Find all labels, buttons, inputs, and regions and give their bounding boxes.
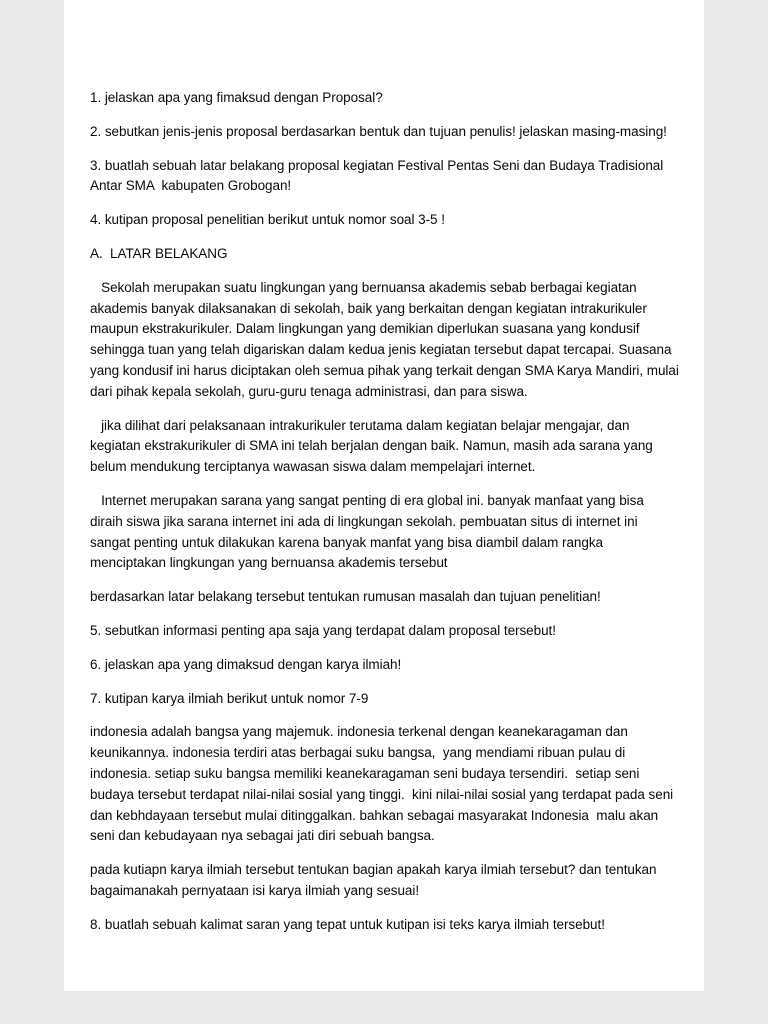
- question-5: 5. sebutkan informasi penting apa saja yang terdapat dalam proposal tersebut!: [90, 622, 556, 638]
- question-4: 4. kutipan proposal penelitian berikut untuk nomor soal 3-5 !: [90, 212, 445, 228]
- question-8: 8. buatlah sebuah kalimat saran yang tepat untuk kutipan isi teks karya ilmiah tersebut!: [90, 916, 605, 932]
- paragraph-latar-belakang-1: Sekolah merupakan suatu lingkungan yang bernuansa akademis sebab berbagai kegiatan akademis banyak dilaksanakan di sekolah, baik yang berkaitan dengan kegiatan intrakurikuler maupun ekstrakurikuler. Dalam lingkungan yang demikian diperlukan suasana yang kondusif sehingga tuan yang telah digariskan dalam kedua jenis kegiatan tersebut dapat tercapai. Suasana yang kondusif ini harus diciptakan oleh semua pihak yang terkait dengan SMA Karya Mandiri, mulai dari pihak kepala sekolah, guru-guru tenaga administrasi, dan para siswa.: [90, 279, 683, 399]
- question-7: 7. kutipan karya ilmiah berikut untuk nomor 7-9: [90, 690, 369, 706]
- excerpt-karya-ilmiah: indonesia adalah bangsa yang majemuk. indonesia terkenal dengan keanekaragaman dan keunikannya. indonesia terdiri atas berbagai suku bangsa, yang mendiami ribuan pulau di indonesia. setiap suku bangsa memiliki keanekaragaman seni budaya tersendiri. setiap seni budaya tersebut terdapat nilai-nilai sosial yang tinggi. kini nilai-nilai sosial yang terdapat pada seni dan kebhdayaan tersebut mulai ditinggalkan. bahkan sebagai masyarakat Indonesia malu akan seni dan kebudayaan nya sebagai jati diri sebuah bangsa.: [90, 724, 677, 844]
- section-heading-latar-belakang: A. LATAR BELAKANG: [90, 245, 228, 261]
- instruction-rumusan-masalah: berdasarkan latar belakang tersebut tentukan rumusan masalah dan tujuan penelitian!: [90, 589, 601, 605]
- document-content: [64, 0, 704, 936]
- question-2: 2. sebutkan jenis-jenis proposal berdasarkan bentuk dan tujuan penulis! jelaskan masing-masing!: [90, 123, 667, 139]
- instruction-karya-ilmiah: pada kutiapn karya ilmiah tersebut tentukan bagian apakah karya ilmiah tersebut? dan tentukan bagaimanakah pernyataan isi karya ilmiah yang sesuai!: [90, 862, 661, 898]
- question-6: 6. jelaskan apa yang dimaksud dengan karya ilmiah!: [90, 656, 402, 672]
- document-page: [64, 0, 704, 991]
- question-3: 3. buatlah sebuah latar belakang proposal kegiatan Festival Pentas Seni dan Budaya Tradisional Antar SMA kabupaten Grobogan!: [90, 157, 667, 194]
- paragraph-latar-belakang-3: Internet merupakan sarana yang sangat penting di era global ini. banyak manfaat yang bisa diraih siswa jika sarana internet ini ada di lingkungan sekolah. pembuatan situs di internet ini sangat penting untuk dilakukan karena banyak manfat yang bisa diambil dalam rangka menciptakan lingkungan yang bernuansa akademis tersebut: [90, 492, 648, 571]
- question-1: 1. jelaskan apa yang fimaksud dengan Proposal?: [90, 90, 383, 105]
- paragraph-latar-belakang-2: jika dilihat dari pelaksanaan intrakurikuler terutama dalam kegiatan belajar mengajar, dan kegiatan ekstrakurikuler di SMA ini telah berjalan dengan baik. Namun, masih ada sarana yang belum mendukung terciptanya wawasan siswa dalam mempelajari internet.: [90, 417, 657, 475]
